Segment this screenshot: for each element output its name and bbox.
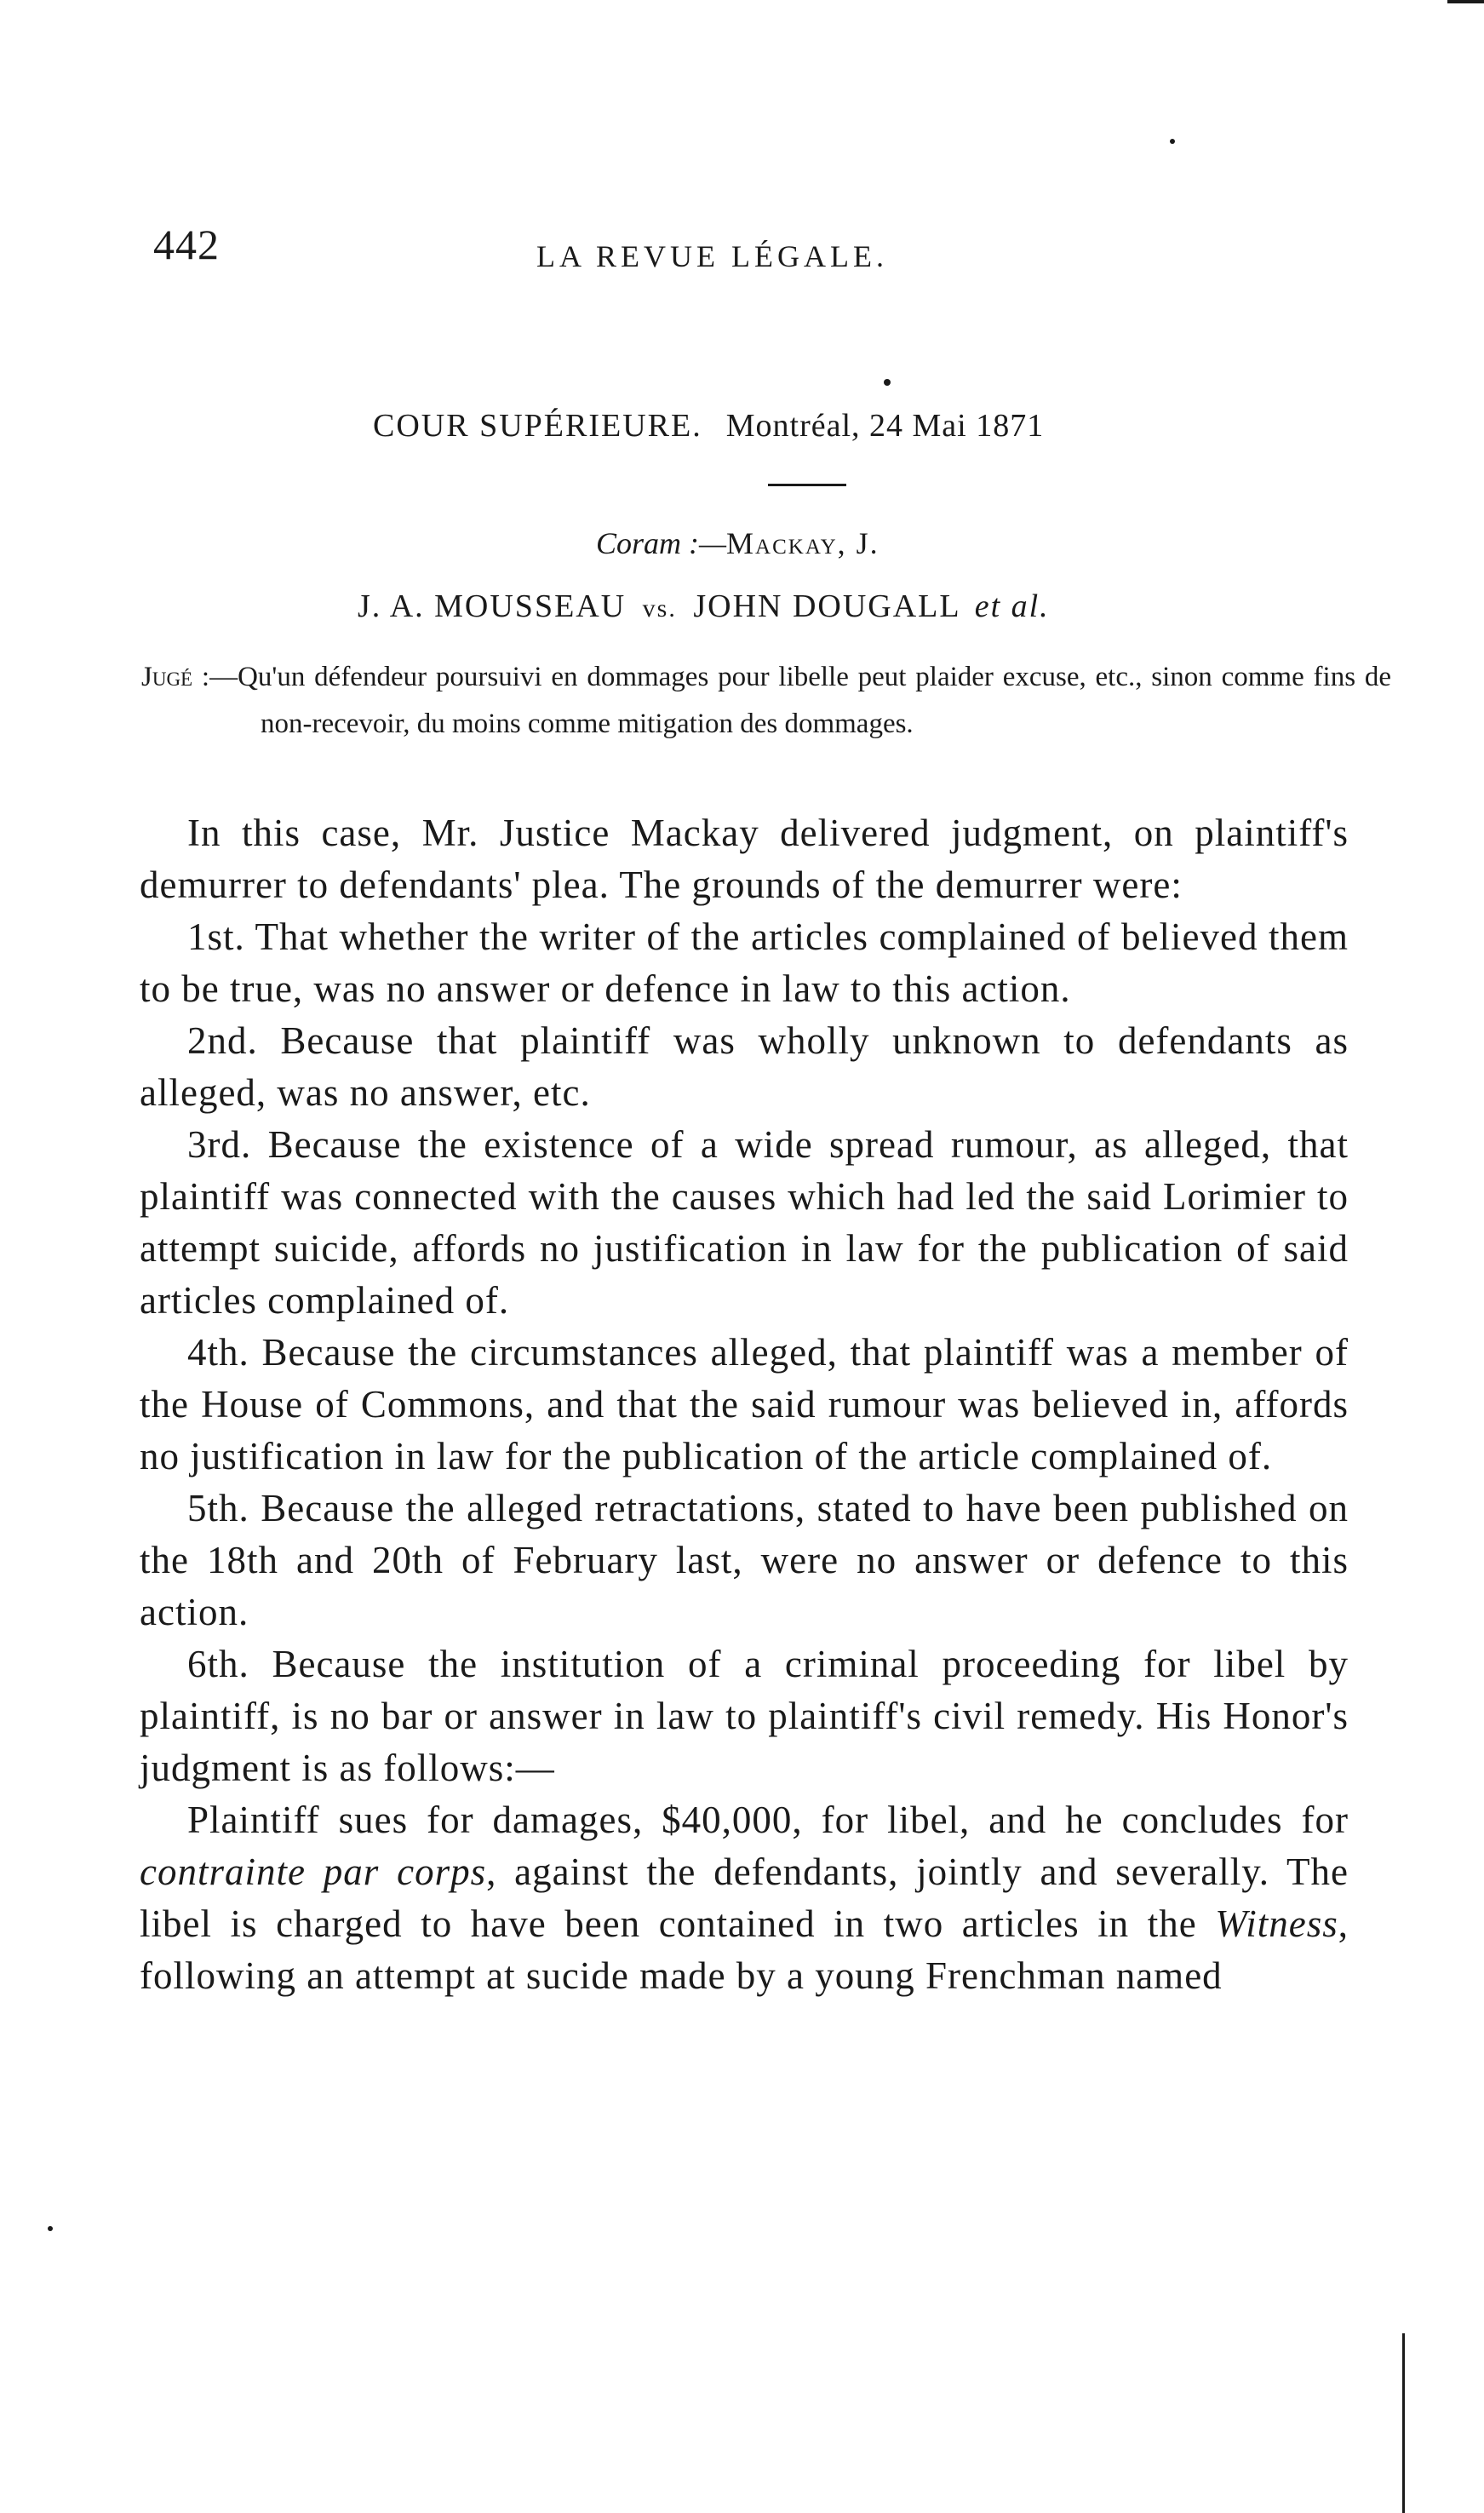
case-parties bbox=[358, 588, 1050, 625]
paragraph-ground-3: 3rd. Because the existence of a wide spread rumour, as alleged, that plaintiff was connected with the causes which had led the said Lorimier to attempt suicide, affords no justification in law for the publication of said articles complained of. bbox=[140, 1123, 1349, 1322]
running-head: LA REVUE LÉGALE. bbox=[536, 239, 888, 273]
scan-speck-margin bbox=[48, 2226, 53, 2231]
coram-line bbox=[596, 525, 880, 561]
judgment-body bbox=[140, 807, 1349, 2002]
paragraph-ground-6: 6th. Because the institution of a criminal proceeding for libel by plaintiff, is no bar or answer in law to plaintiff's civil remedy. His Honor's judgment is as follows:— bbox=[140, 1643, 1349, 1789]
holding-label: Jugé :— bbox=[141, 662, 238, 692]
judgment-text-a: Plaintiff sues for damages, $40,000, for libel, and he concludes for bbox=[187, 1799, 1349, 1841]
scan-edge-line bbox=[1402, 2333, 1405, 2513]
judgment-date: Montréal, 24 Mai 1871 bbox=[725, 408, 1045, 444]
paragraph-ground-4: 4th. Because the circumstances alleged, that plaintiff was a member of the House of Commons, and that the said rumour was believed in, affords no justification in law for the publication of the article complained of. bbox=[140, 1331, 1349, 1477]
scan-speck-center bbox=[884, 379, 891, 386]
paragraph-intro: In this case, Mr. Justice Mackay delivered judgment, on plaintiff's demurrer to defendants' plea. The grounds of the demurrer were: bbox=[140, 812, 1349, 906]
coram-judge: Mackay, J. bbox=[726, 526, 880, 560]
holding-summary bbox=[141, 654, 1391, 748]
holding-text: Qu'un défendeur poursuivi en dommages pour libelle peut plaider excuse, etc., sinon comme fins de non-recevoir, du moins comme mitigation des dommages. bbox=[238, 662, 1391, 739]
versus: vs. bbox=[642, 594, 677, 623]
court-name: COUR SUPÉRIEURE. bbox=[373, 408, 702, 444]
paragraph-ground-1: 1st. That whether the writer of the articles complained of believed them to be true, was no answer or defence in law to this action. bbox=[140, 915, 1349, 1010]
paragraph-ground-5: 5th. Because the alleged retractations, stated to have been published on the 18th and 20th of February last, were no answer or defence to this action. bbox=[140, 1487, 1349, 1633]
judgment-italic-term: contrainte par corps bbox=[140, 1850, 487, 1893]
plaintiff-name: J. A. MOUSSEAU bbox=[358, 588, 627, 624]
paragraph-ground-2: 2nd. Because that plaintiff was wholly unknown to defendants as alleged, was no answer, etc. bbox=[140, 1019, 1349, 1114]
scan-edge-mark bbox=[1447, 0, 1484, 3]
page-number: 442 bbox=[153, 221, 220, 268]
judgment-text-c: , following an attempt at sucide made by a young Frenchman named bbox=[140, 1902, 1349, 1997]
judgment-text-b: , against the defendants, jointly and severally. The libel is charged to have been contained in two articles in the bbox=[140, 1850, 1349, 1945]
scan-speck-top bbox=[1170, 139, 1175, 144]
defendant-name: JOHN DOUGALL bbox=[693, 588, 960, 624]
et-al: et al. bbox=[974, 588, 1050, 624]
court-line bbox=[373, 407, 1044, 445]
coram-label: Coram :— bbox=[596, 526, 727, 560]
separator-rule bbox=[768, 484, 846, 486]
paragraph-judgment bbox=[140, 1794, 1349, 2002]
newspaper-name: Witness bbox=[1215, 1902, 1338, 1945]
